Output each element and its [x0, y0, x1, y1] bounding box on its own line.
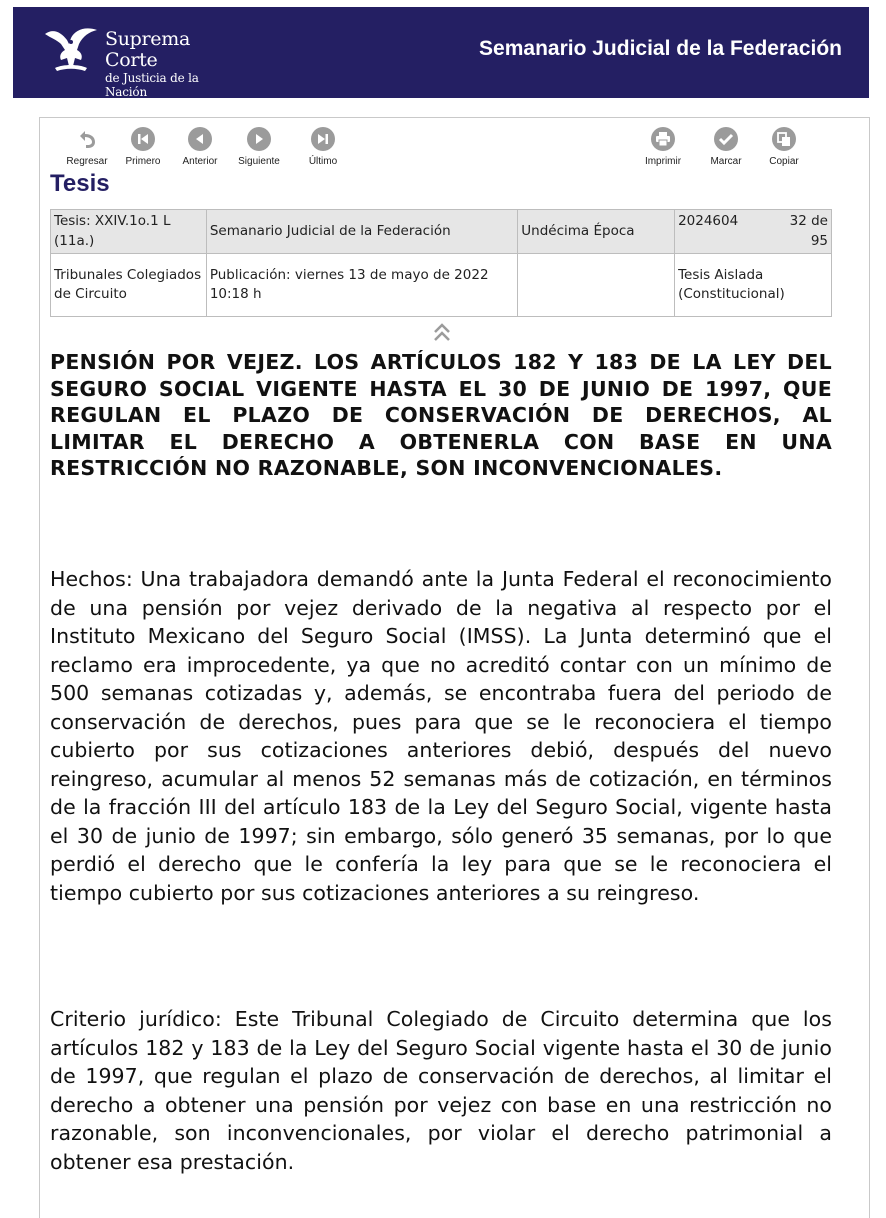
eagle-logo-icon [41, 24, 101, 74]
tipo-tesis-cell: Tesis Aislada (Constitucional) [675, 254, 832, 317]
imprimir-button[interactable] [632, 127, 694, 167]
header-title: Semanario Judicial de la Federación [479, 37, 842, 60]
regresar-label: Regresar [66, 156, 108, 167]
ultimo-button[interactable] [292, 127, 354, 167]
marcar-button[interactable] [695, 127, 757, 167]
anterior-button[interactable] [169, 127, 231, 167]
publicacion-cell: Publicación: viernes 13 de mayo de 2022 10:18 h [206, 254, 517, 317]
first-icon [131, 127, 155, 151]
table-row [51, 254, 832, 317]
tesis-rubro: PENSIÓN POR VEJEZ. LOS ARTÍCULOS 182 Y 183 DE LA LEY DEL SEGURO SOCIAL VIGENTE HASTA EL 30 DE JUNIO DE 1997, QUE REGULAN EL PLAZO DE CONSERVACIÓN DE DERECHOS, AL LIMITAR EL DERECHO A OBTENERLA CON BASE EN UNA RESTRICCIÓN NO RAZONABLE, SON INCONVENCIONALES. [50, 350, 832, 480]
table-row [51, 210, 832, 254]
posicion-value: 32 de 95 [789, 213, 828, 249]
next-icon [247, 127, 271, 151]
scjn-logo[interactable] [41, 24, 241, 99]
previous-icon [188, 127, 212, 151]
tesis-metadata-table [50, 209, 832, 317]
collapse-chevron-icon[interactable] [432, 320, 452, 344]
instancia-cell: Tribunales Colegiados de Circuito [51, 254, 207, 317]
empty-cell [518, 254, 675, 317]
ultimo-label: Último [308, 156, 338, 167]
fuente-cell: Semanario Judicial de la Federación [206, 210, 517, 254]
copy-icon [772, 127, 796, 151]
print-icon [651, 127, 675, 151]
regresar-button[interactable] [56, 127, 118, 167]
logo-subtitle: de Justicia de la Nación [105, 71, 199, 99]
page-title: Tesis [50, 170, 110, 197]
back-arrow-icon [75, 127, 99, 151]
epoca-cell: Undécima Época [518, 210, 675, 254]
registro-number: 2024604 [678, 213, 739, 229]
hechos-paragraph: Hechos: Una trabajadora demandó ante la Junta Federal el reconocimiento de una pensión por vejez derivado de la negativa al respecto por el Instituto Mexicano del Seguro Social (IMSS). La Junta determinó que el reclamo era improcedente, ya que no acreditó contar con un mínimo de 500 semanas cotizadas y, además, se encontraba fuera del periodo de conservación de derechos, pues para que se le reconociera el tiempo cubierto por sus cotizaciones anteriores debió, después del nuevo reingreso, acumular al menos 52 semanas más de cotización, en términos de la fracción III del artículo 183 de la Ley del Seguro Social, vigente hasta el 30 de junio de 1997; sin embargo, sólo generó 35 semanas, por lo que perdió el derecho que le confería la ley para que se le reconociera el tiempo cubierto por sus cotizaciones anteriores a su reingreso. [50, 567, 832, 905]
primero-label: Primero [125, 156, 161, 167]
site-header [13, 7, 869, 98]
check-icon [714, 127, 738, 151]
anterior-label: Anterior [182, 156, 218, 167]
tesis-panel [39, 117, 870, 1218]
marcar-label: Marcar [710, 156, 742, 167]
copiar-button[interactable] [753, 127, 815, 167]
logo-title: Suprema Corte [105, 28, 190, 71]
siguiente-button[interactable] [228, 127, 290, 167]
imprimir-label: Imprimir [644, 156, 682, 167]
primero-button[interactable] [112, 127, 174, 167]
last-icon [311, 127, 335, 151]
siguiente-label: Siguiente [238, 156, 280, 167]
registro-cell [675, 210, 832, 254]
copiar-label: Copiar [769, 156, 799, 167]
criterio-paragraph: Criterio jurídico: Este Tribunal Colegiado de Circuito determina que los artículos 182 y 183 de la Ley del Seguro Social vigente hasta el 30 de junio de 1997, que regulan el plazo de conservación de derechos, al limitar el derecho a obtener una pensión por vejez con base en una restricción no razonable, son inconvencionales, por violar el derecho patrimonial a obtener esa prestación. [50, 1007, 832, 1174]
tesis-number-cell: Tesis: XXIV.1o.1 L (11a.) [51, 210, 207, 254]
